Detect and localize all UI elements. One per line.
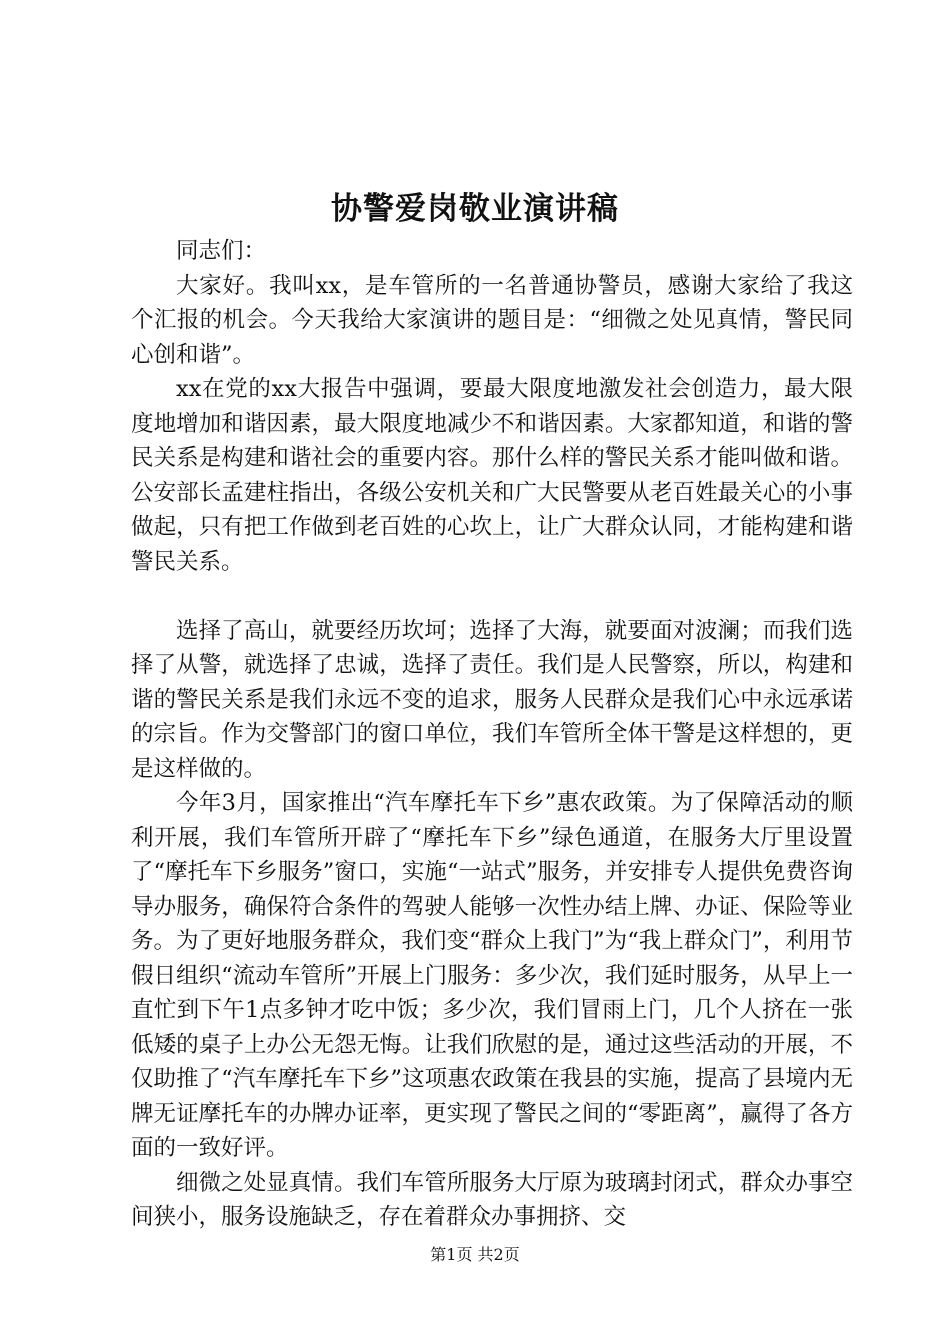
document-title: 协警爱岗敬业演讲稿 (331, 191, 619, 227)
paragraph-greeting: 大家好。我叫xx，是车管所的一名普通协警员，感谢大家给了我这个汇报的机会。今天我给大家演讲的题目是：“细微之处见真情，警民同心创和谐”。 (131, 272, 853, 368)
paragraph-choice: 选择了高山，就要经历坎坷；选择了大海，就要面对波澜；而我们选择了从警，就选择了忠诚，选择了责任。我们是人民警察，所以，构建和谐的警民关系是我们永远不变的追求，服务人民群众是我们心中永远承诺的宗旨。作为交警部门的窗口单位，我们车管所全体干警是这样想的，更是这样做的。 (131, 617, 853, 782)
paragraph-report: xx在党的xx大报告中强调，要最大限度地激发社会创造力，最大限度地增加和谐因素，最大限度地减少不和谐因素。大家都知道，和谐的警民关系是构建和谐社会的重要内容。那什么样的警民关系才能叫做和谐。公安部长孟建柱指出，各级公安机关和广大民警要从老百姓最关心的小事做起，只有把工作做到老百姓的心坎上，让广大群众认同，才能构建和谐警民关系。 (131, 376, 853, 575)
salutation: 同志们： (176, 238, 267, 264)
paragraph-policy: 今年3月，国家推出“汽车摩托车下乡”惠农政策。为了保障活动的顺利开展，我们车管所开辟了“摩托车下乡”绿色通道，在服务大厅里设置了“摩托车下乡服务”窗口，实施“一站式”服务，并安排专人提供免费咨询导办服务，确保符合条件的驾驶人能够一次性办结上牌、办证、保险等业务。为了更好地服务群众，我们变“群众上我门”为“我上群众门”，利用节假日组织“流动车管所”开展上门服务：多少次，我们延时服务，从早上一直忙到下午1点多钟才吃中饭；多少次，我们冒雨上门，几个人挤在一张低矮的桌子上办公无怨无悔。让我们欣慰的是，通过这些活动的开展，不仅助推了“汽车摩托车下乡”这项惠农政策在我县的实施，提高了县境内无牌无证摩托车的办牌办证率，更实现了警民之间的“零距离”，赢得了各方面的一致好评。 (131, 790, 853, 1161)
page-footer: 第1页 共2页 (430, 1245, 520, 1264)
document-body (131, 234, 853, 1235)
paragraph-details: 细微之处显真情。我们车管所服务大厅原为玻璃封闭式，群众办事空间狭小，服务设施缺乏，存在着群众办事拥挤、交 (131, 1169, 853, 1230)
